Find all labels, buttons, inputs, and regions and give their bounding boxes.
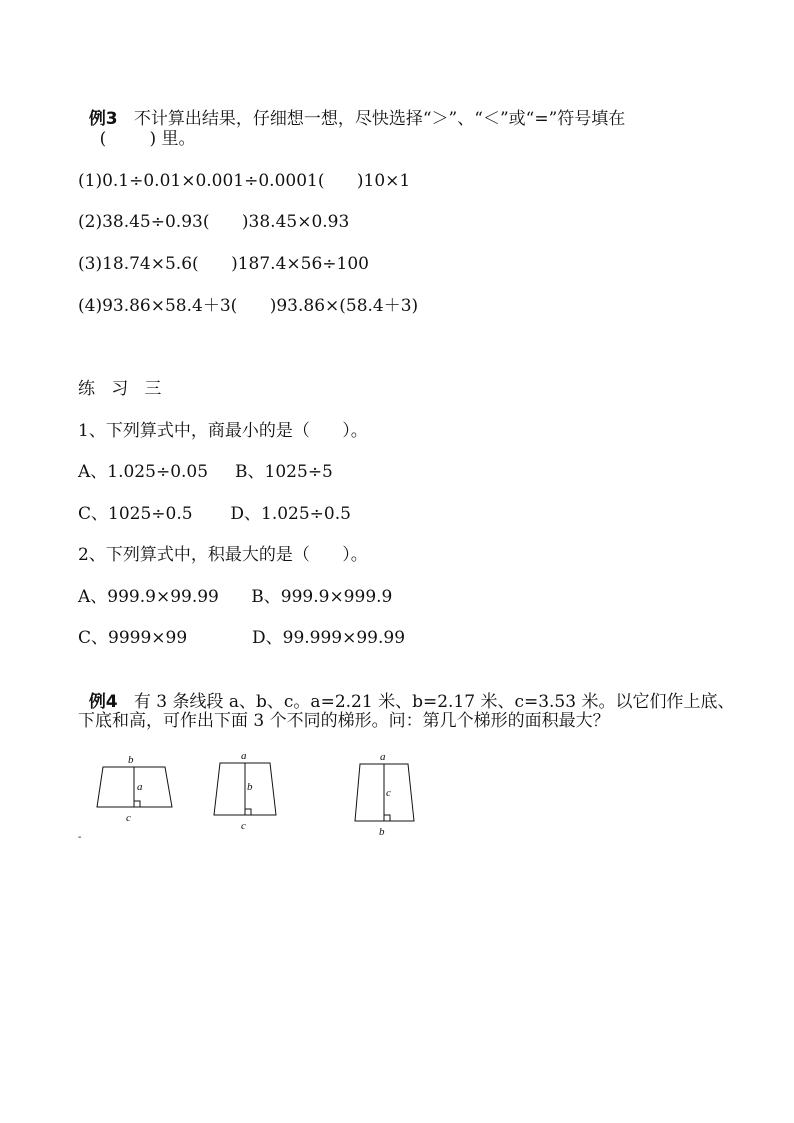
example4-label: 例4 bbox=[88, 692, 118, 712]
practice-q1-options-cd: C、1025÷0.5 D、1.025÷0.5 bbox=[78, 504, 351, 524]
example4-heading-line bbox=[78, 669, 734, 713]
example3-item-3: (3)18.74×5.6( )187.4×56÷100 bbox=[78, 254, 369, 274]
practice-q2-options-ab: A、999.9×99.99 B、999.9×999.9 bbox=[78, 587, 393, 607]
trapezoid-3-height-label: c bbox=[386, 787, 391, 799]
example4-text-2: 下底和高，可作出下面 3 个不同的梯形。问：第几个梯形的面积最大？ bbox=[78, 711, 610, 731]
trapezoid-3-right-angle bbox=[384, 815, 390, 821]
trapezoid-3-top-label: a bbox=[380, 751, 386, 763]
trapezoid-1 bbox=[97, 754, 172, 824]
trapezoid-figures bbox=[90, 748, 430, 844]
example4-text-1: 有 3 条线段 a、b、c。a=2.21 米、b=2.17 米、c=3.53 米。以它们作上底、 bbox=[117, 692, 735, 712]
practice-question-2: 2、下列算式中，积最大的是（ ）。 bbox=[78, 545, 368, 565]
trapezoid-1-height-label: a bbox=[137, 781, 143, 793]
example3-intro-continued: ( ) 里。 bbox=[78, 129, 196, 149]
trapezoid-1-right-angle bbox=[134, 801, 140, 807]
practice-q2-options-cd: C、9999×99 D、99.999×99.99 bbox=[78, 628, 406, 648]
trapezoid-2-bottom-label: c bbox=[241, 820, 246, 832]
practice-heading: 练 习 三 bbox=[78, 379, 162, 399]
trapezoid-2-top-label: a bbox=[241, 750, 247, 762]
example3-label: 例3 bbox=[88, 109, 118, 129]
trapezoid-2-right-angle bbox=[245, 809, 251, 815]
trapezoid-3-bottom-label: b bbox=[379, 826, 385, 838]
example3-item-4: (4)93.86×58.4＋3( )93.86×(58.4＋3) bbox=[78, 296, 419, 316]
example3-item-1: (1)0.1÷0.01×0.001÷0.0001( )10×1 bbox=[78, 171, 411, 191]
stray-dash-mark: - bbox=[78, 832, 82, 843]
trapezoid-3 bbox=[355, 751, 414, 838]
trapezoid-1-bottom-label: c bbox=[126, 812, 131, 824]
example3-item-2: (2)38.45÷0.93( )38.45×0.93 bbox=[78, 212, 350, 232]
trapezoid-1-top-label: b bbox=[128, 754, 134, 766]
practice-question-1: 1、下列算式中，商最小的是（ ）。 bbox=[78, 421, 368, 441]
trapezoid-2 bbox=[214, 750, 276, 832]
example3-heading-line bbox=[78, 86, 625, 130]
example3-intro: 不计算出结果，仔细想一想，尽快选择“＞”、“＜”或“=”符号填在 bbox=[117, 109, 626, 129]
trapezoid-2-height-label: b bbox=[247, 781, 253, 793]
practice-q1-options-ab: A、1.025÷0.05 B、1025÷5 bbox=[78, 462, 333, 482]
